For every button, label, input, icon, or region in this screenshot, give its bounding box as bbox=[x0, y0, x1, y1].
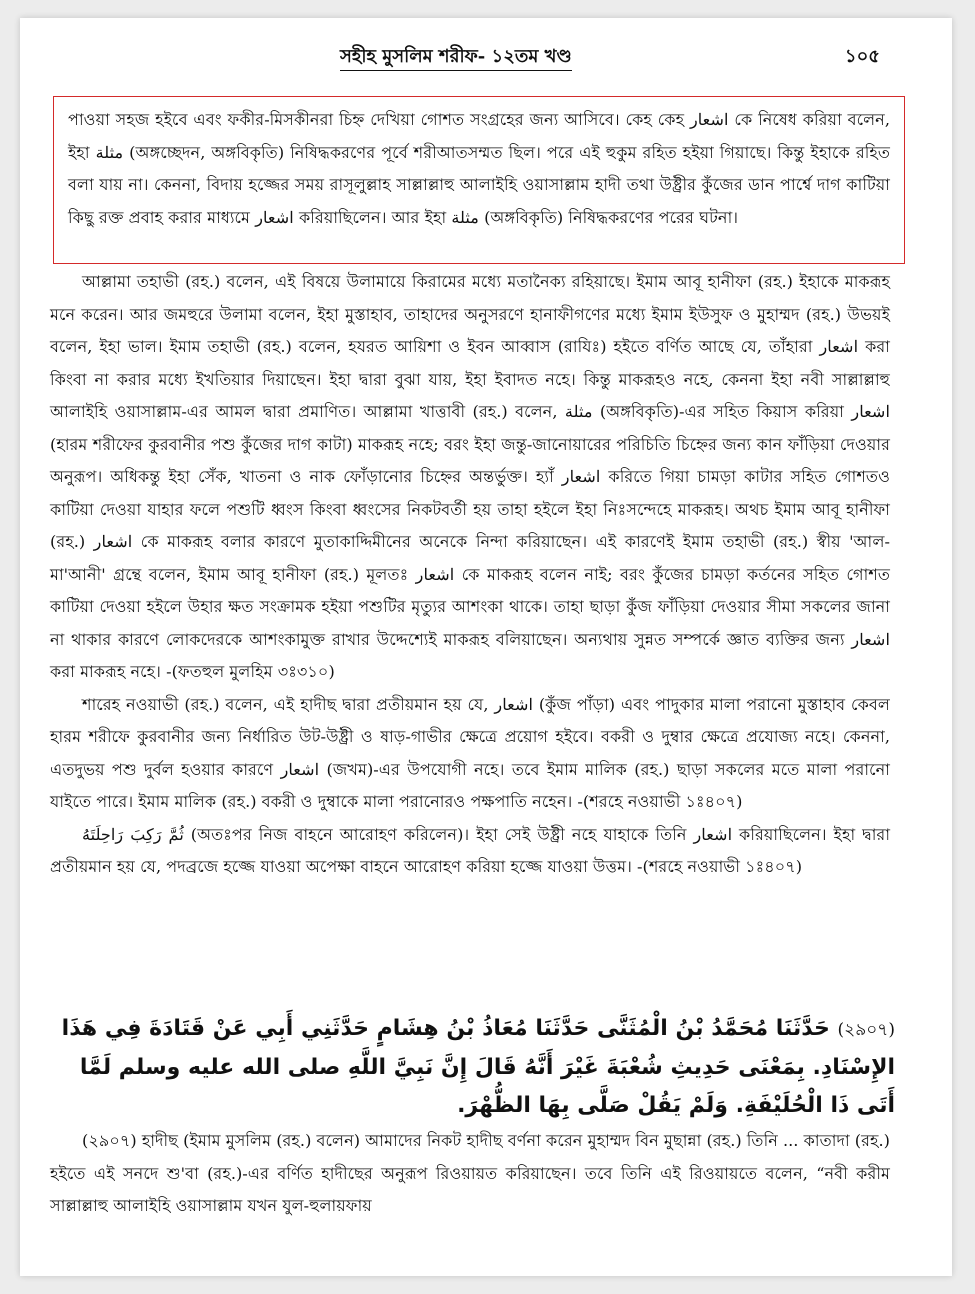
commentary-body bbox=[50, 266, 890, 884]
paragraph-nawawi: শারেহ নওয়াভী (রহ.) বলেন, এই হাদীছ দ্বারা প্রতীয়মান হয় যে, اشعار (কুঁজ পাঁড়া) এবং পাদুকার মালা পরানো মুস্তাহাব কেবল হারম শরীফে কুরবানীর জন্য নির্ধারিত উট-উষ্ট্রী ও ষাড়-গাভীর ক্ষেত্রে প্রয়োগ হইবে। বকরী ও দুম্বার ক্ষেত্রে প্রযোজ্য নহে। কেননা, এতদুভয় পশু দুর্বল হওয়ার কারণে اشعار (জখম)-এর উপযোগী নহে। তবে ইমাম মালিক (রহ.) ছাড়া সকলের মতে মালা পরানো যাইতে পারে। ইমাম মালিক (রহ.) বকরী ও দুম্বাকে মালা পরানোরও পক্ষপাতি নহেন। -(শরহে নওয়াভী ১ঃ৪০৭) bbox=[50, 694, 890, 811]
hadith-translation bbox=[50, 1125, 890, 1223]
paragraph-tahawi: আল্লামা তহাভী (রহ.) বলেন, এই বিষয়ে উলামায়ে কিরামের মধ্যে মতানৈক্য রহিয়াছে। ইমাম আবূ হানীফা (রহ.) ইহাকে মাকরূহ মনে করেন। আর জমহুরে উলামা বলেন, ইহা মুস্তাহাব, তাহাদের অনুসরণে হানাফীগণের মধ্যে ইমাম ইউসুফ ও মুহাম্মদ (রহ.) উভয়ই বলেন, ইহা ভাল। ইমাম তহাভী (রহ.) বলেন, হযরত আয়িশা ও ইবন আব্বাস (রাযিঃ) হইতে বর্ণিত আছে যে, তাঁহারা اشعار করা কিংবা না করার মধ্যে ইখতিয়ার দিয়াছেন। ইহা দ্বারা বুঝা যায়, ইহা ইবাদত নহে। কিন্তু মাকরূহও নহে, কেননা ইহা নবী সাল্লাল্লাহু আলাইহি ওয়াসাল্লাম-এর আমল দ্বারা প্রমাণিত। আল্লামা খাত্তাবী (রহ.) বলেন, مثلة (অঙ্গবিকৃতি)-এর সহিত কিয়াস করিয়া اشعار (হারম শরীফের কুরবানীর পশু কুঁজের দাগ কাটা) মাকরূহ নহে; বরং ইহা জন্তু-জানোয়ারের পরিচিতি চিহ্নের জন্য কান ফাঁড়িয়া দেওয়ার অনুরূপ। অধিকন্তু ইহা সেঁক, খাতনা ও নাক ফোঁড়ানোর চিহ্নের অন্তর্ভুক্ত। হ্যাঁ اشعار করিতে গিয়া চামড়া কাটার সহিত গোশতও কাটিয়া দেওয়া যাহার ফলে পশুটি ধ্বংস কিংবা ধ্বংসের নিকটবর্তী হয় তাহা হইলে ইহা নিঃসন্দেহে মাকরূহ। অথচ ইমাম আবূ হানীফা (রহ.) اشعار কে মাকরূহ বলার কারণে মুতাকাদ্দিমীনের অনেকে নিন্দা করিয়াছেন। এই কারণেই ইমাম তহাভী (রহ.) স্বীয় 'আল-মা'আনী' গ্রন্থে বলেন, ইমাম আবূ হানীফা (রহ.) মূলতঃ اشعار কে মাকরূহ বলেন নাই; বরং কুঁজের চামড়া কর্তনের সহিত গোশত কাটিয়া দেওয়া হইলে উহার ক্ষত সংক্রামক হইয়া পশুটির মৃত্যুর আশংকা থাকে। তাহা ছাড়া কুঁজ ফাঁড়িয়া দেওয়ার সীমা সকলের জানা না থাকার কারণে লোকদেরকে আশংকামুক্ত রাখার উদ্দেশ্যেই মাকরূহ বলিয়াছেন। অন্যথায় সুন্নত সম্পর্কে জ্ঞাত ব্যক্তির জন্য اشعار করা মাকরূহ নহে। -(ফতহুল মুলহিম ৩ঃ৩১০) bbox=[50, 272, 890, 681]
arabic-hadith bbox=[55, 1010, 895, 1125]
translation-text: (২৯০৭) হাদীছ (ইমাম মুসলিম (রহ.) বলেন) আমাদের নিকট হাদীছ বর্ণনা করেন মুহাম্মদ বিন মুছান্না (রহ.) তিনি ... কাতাদা (রহ.) হইতে এই সনদে শু'বা (রহ.)-এর বর্ণিত হাদীছের অনুরূপ রিওয়ায়ত করিয়াছেন। তবে তিনি এই রিওয়ায়তে বলেন, “নবী করীম সাল্লাল্লাহু আলাইহি ওয়াসাল্লাম যখন যুল-হুলায়ফায় bbox=[50, 1131, 890, 1215]
paragraph-rahilah: ثُمَّ رَكِبَ رَاحِلَتَهُ (অতঃপর নিজ বাহনে আরোহণ করিলেন)। ইহা সেই উষ্ট্রী নহে যাহাকে তিনি اشعار করিয়াছিলেন। ইহা দ্বারা প্রতীয়মান হয় যে, পদব্রজে হজ্জে যাওয়া অপেক্ষা বাহনে আরোহণ করিয়া হজ্জে যাওয়া উত্তম। -(শরহে নওয়াভী ১ঃ৪০৭) bbox=[50, 824, 891, 876]
page-number: ১০৫ bbox=[844, 46, 880, 67]
page-header bbox=[50, 44, 910, 74]
boxed-paragraph-text: পাওয়া সহজ হইবে এবং ফকীর-মিসকীনরা চিহ্ন দেখিয়া গোশত সংগ্রহের জন্য আসিবে। কেহ কেহ اشعار কে নিষেধ করিয়া বলেন, ইহা مثلة (অঙ্গচ্ছেদন, অঙ্গবিকৃতি) নিষিদ্ধকরণের পূর্বে শরীআতসম্মত ছিল। পরে এই হুকুম রহিত হইয়া গিয়াছে। কিন্তু ইহাকে রহিত বলা যায় না। কেননা, বিদায় হজ্জের সময় রাসূলুল্লাহ সাল্লাল্লাহু আলাইহি ওয়াসাল্লাম হাদী তথা উষ্ট্রীর কুঁজের ডান পার্শ্বে দাগ কাটিয়া কিছু রক্ত প্রবাহ করার মাধ্যমে اشعار করিয়াছিলেন। আর ইহা مثلة (অঙ্গবিকৃতি) নিষিদ্ধকরণের পরের ঘটনা। bbox=[68, 110, 891, 227]
boxed-paragraph bbox=[68, 104, 890, 234]
running-title: সহীহ মুসলিম শরীফ- ১২তম খণ্ড bbox=[340, 44, 572, 71]
arabic-hadith-text: حَدَّثَنَا مُحَمَّدُ بْنُ الْمُثَنَّى حَدَّثَنَا مُعَاذُ بْنُ هِشَامٍ حَدَّثَنِي أَبِي عَنْ قَتَادَةَ فِي هَذَا الإِسْنَادِ. بِمَعْنَى حَدِيثِ شُعْبَةَ غَيْرَ أَنَّهُ قَالَ إِنَّ نَبِيَّ اللَّهِ صلى الله عليه وسلم لَمَّا أَتَى ذَا الْحُلَيْفَةِ. وَلَمْ يَقُلْ صَلَّى بِهَا الظُّهْرَ. bbox=[61, 1016, 895, 1118]
arabic-hadith-number: (২৯০৭) bbox=[837, 1020, 895, 1040]
